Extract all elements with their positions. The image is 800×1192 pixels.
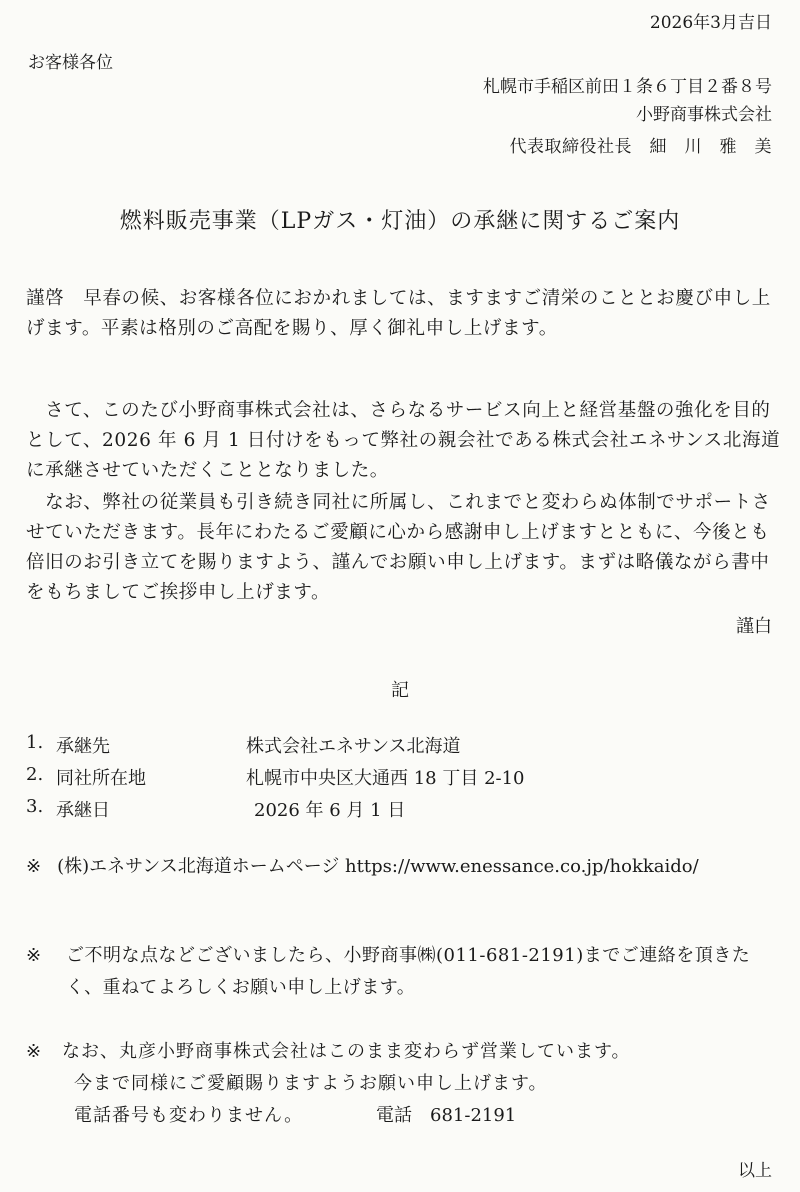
document-title: 燃料販売事業（LPガス・灯油）の承継に関するご案内 [119, 209, 681, 234]
item-number: 2. [26, 764, 44, 785]
continuation-line-1: なお、丸彦小野商事株式会社はこのまま変わらず営業しています。 [62, 1041, 631, 1062]
sender-company: 小野商事株式会社 [636, 105, 772, 125]
item-value: 株式会社エネサンス北海道 [246, 736, 461, 757]
sender-address: 札幌市手稲区前田１条６丁目２番８号 [483, 77, 772, 97]
continuation-line-2: 今まで同様にご愛顧賜りますようお願い申し上げます。 [74, 1073, 548, 1094]
body-paragraph-greeting: 謹啓 早春の候、お客様各位におかれましては、ますますご清栄のこととお慶び申し上げます。平素は格別のご高配を賜り、厚く御礼申し上げます。 [26, 288, 771, 339]
sender-representative: 代表取締役社長 細 川 雅 美 [509, 137, 772, 157]
body-paragraph-succession: さて、このたび小野商事株式会社は、さらなるサービス向上と経営基盤の強化を目的として、2026 年 6 月 1 日付けをもって弊社の親会社である株式会社エネサンス北海道に承継させていただくこととなりました。 [26, 400, 781, 481]
item-value: 札幌市中央区大通西 18 丁目 2-10 [246, 768, 525, 789]
item-label: 同社所在地 [56, 768, 146, 789]
note-mark: ※ [26, 945, 42, 966]
document-date: 2026年3月吉日 [649, 13, 772, 33]
phone-number: 電話 681-2191 [376, 1105, 517, 1126]
inquiry-text: ご不明な点などございましたら、小野商事㈱(011-681-2191)までご連絡を頂きたく、重ねてよろしくお願い申し上げます。 [66, 945, 751, 998]
recipient: お客様各位 [28, 53, 113, 73]
closing-word: 謹白 [736, 616, 772, 637]
note-homepage [26, 852, 699, 878]
item-label: 承継日 [56, 800, 110, 821]
body-paragraph-support: なお、弊社の従業員も引き続き同社に所属し、これまでと変わらぬ体制でサポートさせていただきます。長年にわたるご愛顧に心から感謝申し上げますとともに、今後とも倍旧のお引き立てを賜りますよう、謹んでお願い申し上げます。まずは略儀ながら書中をもちましてご挨拶申し上げます。 [26, 492, 771, 603]
homepage-text: (株)エネサンス北海道ホームページ https://www.enessance.co.jp/hokkaido/ [57, 856, 699, 877]
item-number: 1. [26, 732, 44, 753]
item-label: 承継先 [56, 736, 110, 757]
item-number: 3. [26, 796, 44, 817]
item-value: 2026 年 6 月 1 日 [254, 800, 406, 821]
continuation-line-3: 電話番号も変わりません。 [74, 1105, 304, 1126]
ki-heading: 記 [391, 680, 409, 701]
end-mark: 以上 [738, 1161, 772, 1181]
note-mark: ※ [26, 856, 42, 877]
note-mark: ※ [26, 1041, 42, 1062]
